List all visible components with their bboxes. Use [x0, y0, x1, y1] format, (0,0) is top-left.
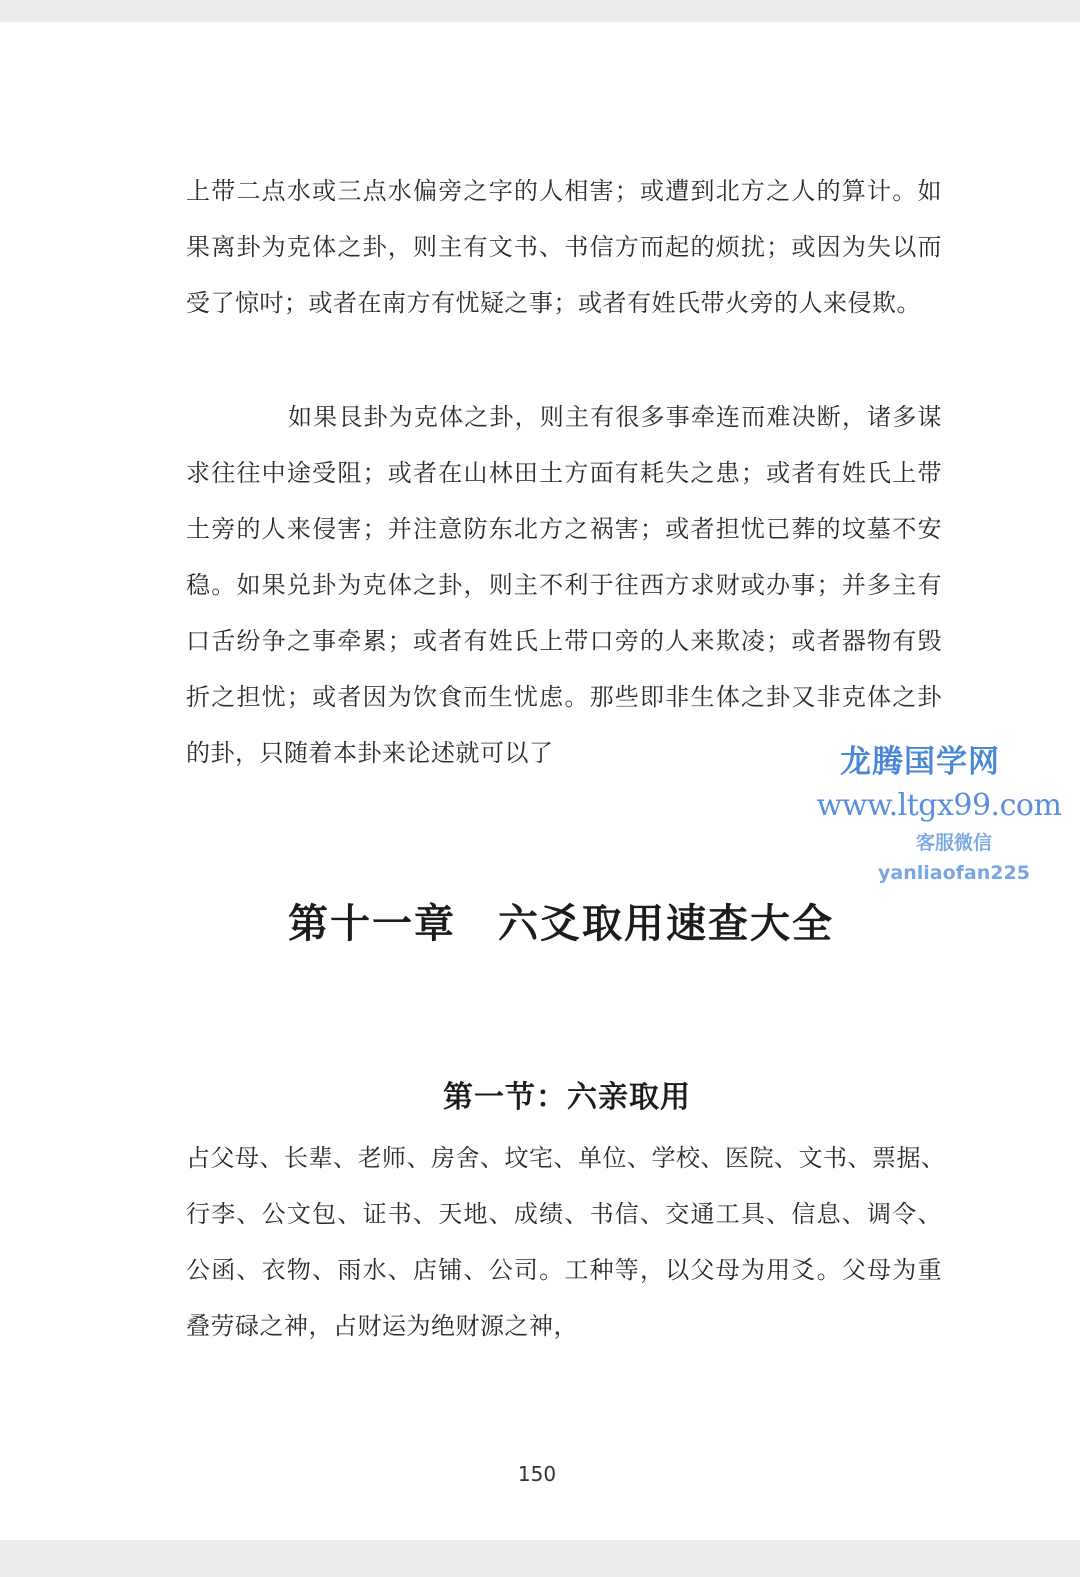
paragraph-line: 如果艮卦为克体之卦，则主有很多事牵连而难决断，诸多谋	[288, 403, 942, 431]
document-page	[0, 22, 1080, 1540]
watermark-contact: 客服微信 yanliaofan225	[878, 832, 1030, 884]
watermark-site-name: 龙腾国学网	[840, 744, 1000, 780]
paragraph-2	[186, 389, 942, 781]
paragraph-line: 叠劳碌之神，占财运为绝财源之神，	[186, 1312, 578, 1340]
paragraph-line: 公函、衣物、雨水、店铺、公司。工种等，以父母为用爻。父母为重	[186, 1256, 942, 1284]
paragraph-line: 口舌纷争之事牵累；或者有姓氏上带口旁的人来欺凌；或者器物有毁	[186, 627, 942, 655]
watermark-url: www.ltgx99.com	[816, 788, 1062, 823]
paragraph-line: 果离卦为克体之卦，则主有文书、书信方而起的烦扰；或因为失以而	[186, 233, 942, 261]
paragraph-line: 受了惊吋；或者在南方有忧疑之事；或者有姓氏带火旁的人来侵欺。	[186, 289, 921, 317]
paragraph-3	[186, 1130, 946, 1354]
paragraph-1	[186, 163, 942, 331]
paragraph-line: 土旁的人来侵害；并注意防东北方之祸害；或者担忧已葬的坟墓不安	[186, 515, 942, 543]
section-title: 第一节：六亲取用	[443, 1080, 691, 1115]
paragraph-line: 上带二点水或三点水偏旁之字的人相害；或遭到北方之人的算计。如	[186, 177, 942, 205]
chapter-title: 第十一章 六爻取用速查大全	[288, 900, 834, 947]
paragraph-line: 的卦，只随着本卦来论述就可以了	[186, 739, 554, 767]
paragraph-line: 占父母、长辈、老师、房舍、坟宅、单位、学校、医院、文书、票据、	[186, 1144, 946, 1172]
paragraph-line: 折之担忧；或者因为饮食而生忧虑。那些即非生体之卦又非克体之卦	[186, 683, 942, 711]
paragraph-line: 行李、公文包、证书、天地、成绩、书信、交通工具、信息、调令、	[186, 1200, 942, 1228]
page-number: 150	[517, 1462, 557, 1486]
watermark	[814, 740, 1064, 888]
paragraph-line: 稳。如果兑卦为克体之卦，则主不利于往西方求财或办事；并多主有	[186, 571, 942, 599]
paragraph-line: 求往往中途受阻；或者在山林田土方面有耗失之患；或者有姓氏上带	[186, 459, 942, 487]
